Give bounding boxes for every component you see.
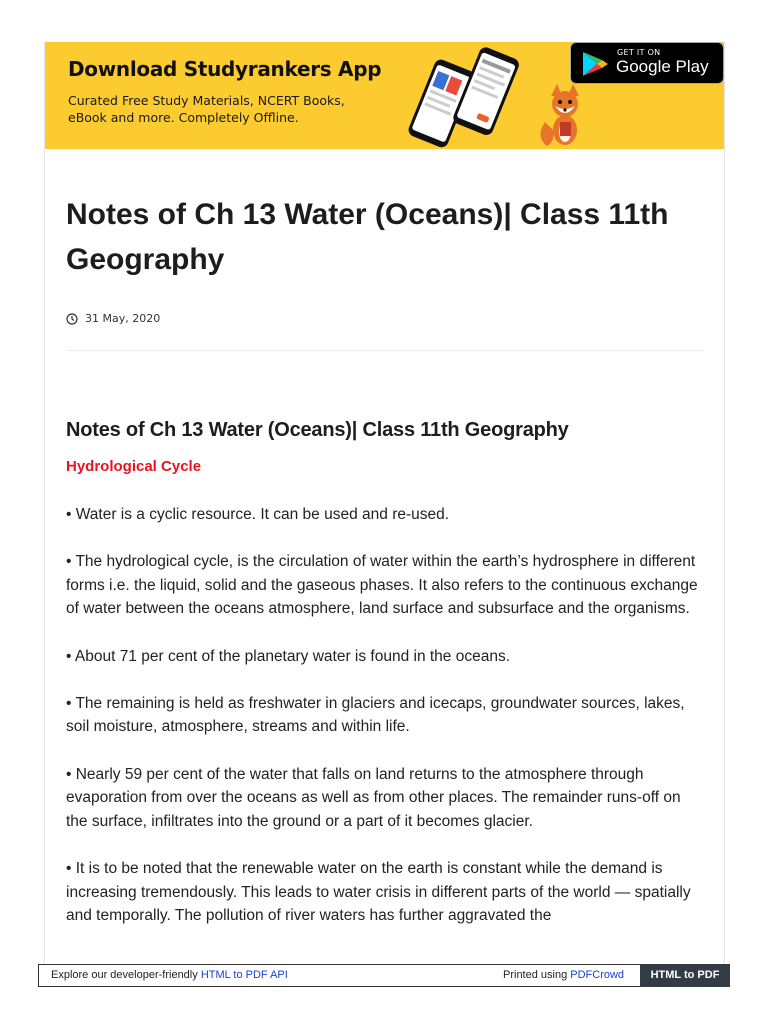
article-card bbox=[44, 42, 725, 964]
clock-icon bbox=[66, 313, 78, 325]
gplay-small-label: GET IT ON bbox=[617, 48, 661, 57]
paragraph: • Nearly 59 per cent of the water that falls on land returns to the atmosphere through evaporation from over the oceans as well as from other places. The remainder runs-off on the surface, infiltrates into the ground or a part of it becomes glacier. bbox=[66, 765, 681, 830]
paragraph: • Water is a cyclic resource. It can be used and re-used. bbox=[66, 506, 450, 523]
fox-mascot-icon bbox=[535, 82, 595, 148]
google-play-button[interactable] bbox=[570, 42, 724, 84]
footer-right-text: Printed using bbox=[503, 969, 571, 981]
html-to-pdf-button[interactable]: HTML to PDF bbox=[640, 964, 730, 987]
post-meta bbox=[66, 312, 160, 325]
banner-title: Download Studyrankers App bbox=[68, 57, 382, 81]
html-to-pdf-api-link[interactable]: HTML to PDF API bbox=[200, 969, 288, 981]
paragraph: • It is to be noted that the renewable water on the earth is constant while the demand is increasing tremendously. This leads to water crisis in different parts of the world — spatially and temporally. The pollution of river waters has further aggravated the bbox=[66, 859, 691, 925]
post-title: Notes of Ch 13 Water (Oceans)| Class 11th Geography bbox=[66, 198, 669, 276]
pdfcrowd-link[interactable]: PDFCrowd bbox=[570, 969, 625, 981]
google-play-icon bbox=[581, 51, 609, 77]
paragraph: • About 71 per cent of the planetary water is found in the oceans. bbox=[66, 647, 511, 665]
app-download-banner[interactable] bbox=[45, 42, 724, 149]
pdf-footer bbox=[38, 964, 730, 987]
paragraph: • The remaining is held as freshwater in glaciers and icecaps, groundwater sources, lakes, soil moisture, atmosphere, streams and within life. bbox=[66, 694, 685, 736]
footer-left bbox=[51, 969, 288, 981]
footer-left-text: Explore our developer-friendly bbox=[51, 969, 201, 981]
phone-mockup-icon bbox=[400, 44, 540, 149]
article-body bbox=[66, 503, 706, 951]
post-date: 31 May, 2020 bbox=[85, 312, 161, 325]
paragraph: • The hydrological cycle, is the circulation of water within the earth’s hydrosphere in different forms i.e. the liquid, solid and the gaseous phases. It also refers to the continuous exchange of water between the oceans atmosphere, land surface and subsurface and the organisms. bbox=[66, 553, 698, 618]
section-subheading: Hydrological Cycle bbox=[66, 458, 202, 475]
content-heading: Notes of Ch 13 Water (Oceans)| Class 11th Geography bbox=[66, 419, 569, 441]
divider bbox=[66, 350, 704, 351]
footer-right bbox=[503, 969, 624, 981]
gplay-big-label: Google Play bbox=[616, 57, 709, 76]
banner-subtitle: Curated Free Study Materials, NCERT Books, eBook and more. Completely Offline. bbox=[68, 93, 345, 125]
